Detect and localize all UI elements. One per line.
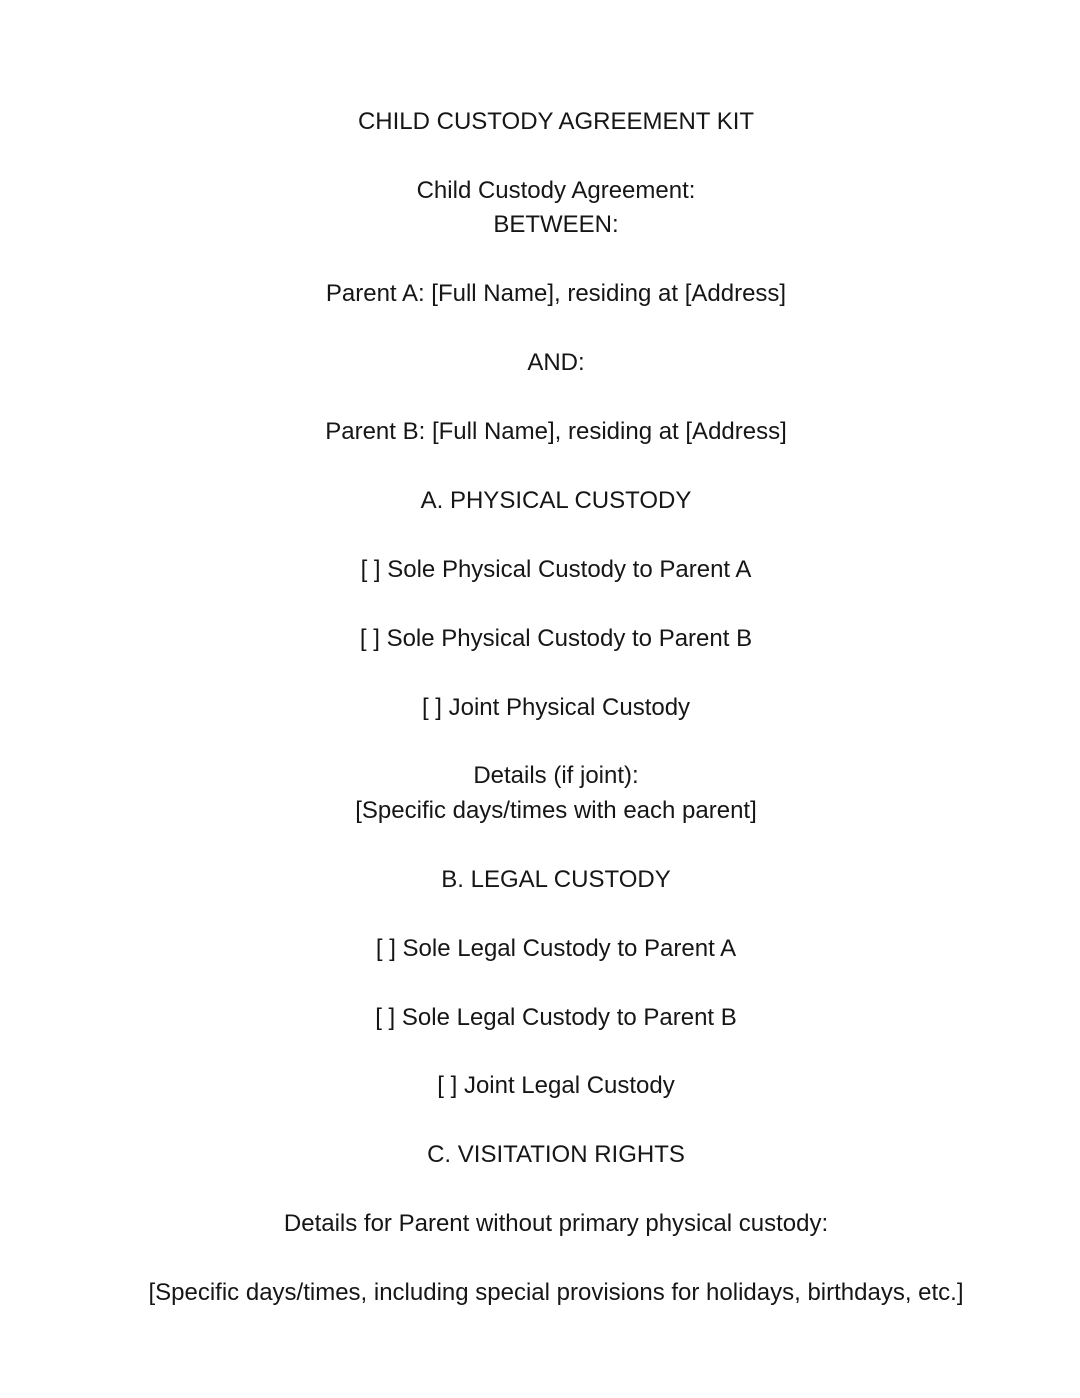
parent-a-line: Parent A: [Full Name], residing at [Address] — [325, 280, 787, 308]
legal-custody-option-sole-a: [ ] Sole Legal Custody to Parent A — [375, 934, 737, 962]
document-title: CHILD CUSTODY AGREEMENT KIT — [357, 108, 755, 135]
parent-b-line: Parent B: [Full Name], residing at [Address] — [325, 418, 787, 446]
document — [32, 105, 1080, 1345]
legal-custody-option-sole-b: [ ] Sole Legal Custody to Parent B — [375, 1003, 737, 1031]
visitation-details-placeholder: [Specific days/times, including special provisions for holidays, birthdays, etc.] — [148, 1279, 964, 1307]
agreement-heading: Child Custody Agreement: — [416, 176, 696, 204]
agreement-heading-block — [32, 174, 1080, 243]
visitation-details-label: Details for Parent without primary physical custody: — [283, 1210, 829, 1238]
section-c-heading: C. VISITATION RIGHTS — [427, 1141, 685, 1169]
joint-details-placeholder: [Specific days/times with each parent] — [355, 796, 757, 824]
joint-details-block — [32, 759, 1080, 828]
between-label: BETWEEN: — [493, 211, 619, 239]
legal-custody-option-joint: [ ] Joint Legal Custody — [437, 1072, 675, 1100]
section-a-heading: A. PHYSICAL CUSTODY — [420, 486, 692, 514]
physical-custody-option-sole-b: [ ] Sole Physical Custody to Parent B — [359, 624, 753, 652]
section-b-heading: B. LEGAL CUSTODY — [441, 865, 671, 893]
physical-custody-option-joint: [ ] Joint Physical Custody — [421, 693, 691, 721]
and-label: AND: — [527, 349, 585, 377]
joint-details-label: Details (if joint): — [473, 762, 639, 790]
physical-custody-option-sole-a: [ ] Sole Physical Custody to Parent A — [360, 555, 752, 583]
